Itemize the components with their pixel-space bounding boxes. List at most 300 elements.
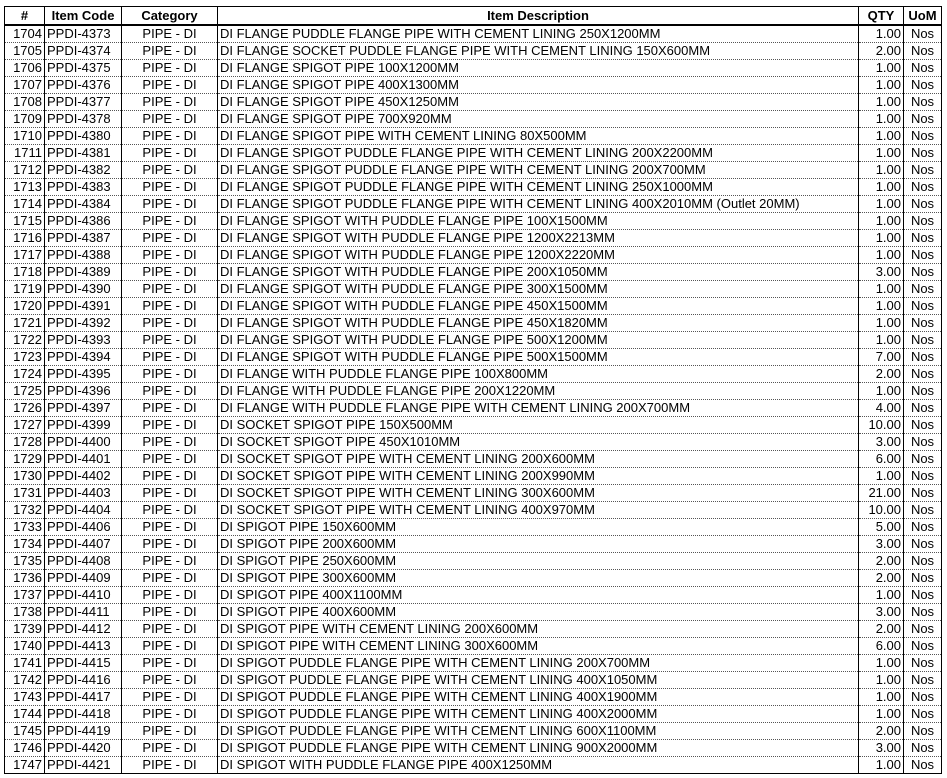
cell-qty: 5.00 — [859, 519, 904, 536]
cell-item-code: PPDI-4393 — [45, 332, 122, 349]
cell-uom: Nos — [904, 196, 942, 213]
cell-row-number: 1727 — [5, 417, 45, 434]
cell-category: PIPE - DI — [122, 536, 218, 553]
cell-qty: 2.00 — [859, 621, 904, 638]
cell-item-description: DI FLANGE SPIGOT WITH PUDDLE FLANGE PIPE 500X1500MM — [218, 349, 859, 366]
cell-item-code: PPDI-4381 — [45, 145, 122, 162]
cell-row-number: 1739 — [5, 621, 45, 638]
cell-qty: 21.00 — [859, 485, 904, 502]
table-row — [5, 77, 942, 94]
cell-uom: Nos — [904, 94, 942, 111]
cell-item-description: DI FLANGE SPIGOT WITH PUDDLE FLANGE PIPE 500X1200MM — [218, 332, 859, 349]
cell-item-code: PPDI-4402 — [45, 468, 122, 485]
cell-category: PIPE - DI — [122, 672, 218, 689]
cell-item-description: DI SPIGOT PIPE 400X600MM — [218, 604, 859, 621]
cell-item-code: PPDI-4394 — [45, 349, 122, 366]
cell-uom: Nos — [904, 689, 942, 706]
cell-qty: 2.00 — [859, 723, 904, 740]
cell-item-code: PPDI-4389 — [45, 264, 122, 281]
cell-item-code: PPDI-4383 — [45, 179, 122, 196]
cell-category: PIPE - DI — [122, 757, 218, 774]
cell-qty: 1.00 — [859, 196, 904, 213]
cell-item-code: PPDI-4416 — [45, 672, 122, 689]
table-row — [5, 383, 942, 400]
cell-item-description: DI FLANGE SPIGOT PIPE 100X1200MM — [218, 60, 859, 77]
cell-item-description: DI FLANGE SPIGOT PIPE 450X1250MM — [218, 94, 859, 111]
cell-item-code: PPDI-4404 — [45, 502, 122, 519]
cell-row-number: 1741 — [5, 655, 45, 672]
cell-row-number: 1711 — [5, 145, 45, 162]
cell-row-number: 1710 — [5, 128, 45, 145]
table-row — [5, 400, 942, 417]
cell-category: PIPE - DI — [122, 162, 218, 179]
cell-category: PIPE - DI — [122, 145, 218, 162]
cell-uom: Nos — [904, 740, 942, 757]
cell-qty: 1.00 — [859, 332, 904, 349]
table-row — [5, 145, 942, 162]
cell-row-number: 1732 — [5, 502, 45, 519]
cell-item-code: PPDI-4382 — [45, 162, 122, 179]
cell-category: PIPE - DI — [122, 451, 218, 468]
table-row — [5, 25, 942, 43]
cell-category: PIPE - DI — [122, 25, 218, 43]
cell-qty: 1.00 — [859, 60, 904, 77]
cell-category: PIPE - DI — [122, 264, 218, 281]
cell-uom: Nos — [904, 672, 942, 689]
cell-uom: Nos — [904, 757, 942, 774]
cell-qty: 1.00 — [859, 111, 904, 128]
cell-uom: Nos — [904, 264, 942, 281]
cell-uom: Nos — [904, 587, 942, 604]
cell-item-description: DI FLANGE SPIGOT PIPE 700X920MM — [218, 111, 859, 128]
cell-item-code: PPDI-4374 — [45, 43, 122, 60]
cell-row-number: 1707 — [5, 77, 45, 94]
cell-uom: Nos — [904, 417, 942, 434]
cell-category: PIPE - DI — [122, 655, 218, 672]
cell-qty: 3.00 — [859, 536, 904, 553]
cell-uom: Nos — [904, 298, 942, 315]
table-row — [5, 179, 942, 196]
cell-uom: Nos — [904, 502, 942, 519]
cell-qty: 3.00 — [859, 740, 904, 757]
cell-item-code: PPDI-4403 — [45, 485, 122, 502]
cell-qty: 1.00 — [859, 247, 904, 264]
table-row — [5, 655, 942, 672]
cell-item-description: DI SPIGOT PIPE 200X600MM — [218, 536, 859, 553]
header-num: # — [5, 7, 45, 26]
cell-qty: 6.00 — [859, 451, 904, 468]
cell-row-number: 1723 — [5, 349, 45, 366]
cell-row-number: 1726 — [5, 400, 45, 417]
header-item-description: Item Description — [218, 7, 859, 26]
cell-category: PIPE - DI — [122, 213, 218, 230]
table-row — [5, 502, 942, 519]
cell-item-code: PPDI-4396 — [45, 383, 122, 400]
cell-item-description: DI SPIGOT PIPE WITH CEMENT LINING 200X600MM — [218, 621, 859, 638]
cell-item-code: PPDI-4377 — [45, 94, 122, 111]
cell-uom: Nos — [904, 383, 942, 400]
cell-item-description: DI FLANGE SOCKET PUDDLE FLANGE PIPE WITH CEMENT LINING 150X600MM — [218, 43, 859, 60]
cell-category: PIPE - DI — [122, 604, 218, 621]
cell-category: PIPE - DI — [122, 281, 218, 298]
table-row — [5, 332, 942, 349]
cell-item-code: PPDI-4407 — [45, 536, 122, 553]
cell-qty: 1.00 — [859, 213, 904, 230]
cell-qty: 1.00 — [859, 94, 904, 111]
cell-uom: Nos — [904, 519, 942, 536]
cell-uom: Nos — [904, 655, 942, 672]
cell-category: PIPE - DI — [122, 417, 218, 434]
cell-row-number: 1746 — [5, 740, 45, 757]
cell-item-description: DI FLANGE SPIGOT PUDDLE FLANGE PIPE WITH CEMENT LINING 200X700MM — [218, 162, 859, 179]
cell-item-code: PPDI-4420 — [45, 740, 122, 757]
cell-qty: 1.00 — [859, 587, 904, 604]
cell-qty: 1.00 — [859, 689, 904, 706]
cell-item-code: PPDI-4384 — [45, 196, 122, 213]
table-row — [5, 94, 942, 111]
cell-row-number: 1738 — [5, 604, 45, 621]
table-row — [5, 604, 942, 621]
cell-uom: Nos — [904, 60, 942, 77]
cell-item-code: PPDI-4412 — [45, 621, 122, 638]
cell-row-number: 1721 — [5, 315, 45, 332]
cell-row-number: 1718 — [5, 264, 45, 281]
cell-category: PIPE - DI — [122, 468, 218, 485]
cell-row-number: 1724 — [5, 366, 45, 383]
table-row — [5, 349, 942, 366]
table-row — [5, 638, 942, 655]
cell-item-description: DI SPIGOT PIPE 250X600MM — [218, 553, 859, 570]
cell-uom: Nos — [904, 179, 942, 196]
table-row — [5, 451, 942, 468]
cell-row-number: 1729 — [5, 451, 45, 468]
cell-item-code: PPDI-4400 — [45, 434, 122, 451]
cell-item-description: DI FLANGE SPIGOT WITH PUDDLE FLANGE PIPE 100X1500MM — [218, 213, 859, 230]
cell-qty: 1.00 — [859, 162, 904, 179]
cell-qty: 1.00 — [859, 706, 904, 723]
cell-item-code: PPDI-4415 — [45, 655, 122, 672]
cell-row-number: 1743 — [5, 689, 45, 706]
cell-item-code: PPDI-4387 — [45, 230, 122, 247]
table-row — [5, 468, 942, 485]
cell-category: PIPE - DI — [122, 298, 218, 315]
cell-row-number: 1725 — [5, 383, 45, 400]
cell-qty: 1.00 — [859, 757, 904, 774]
cell-item-description: DI SPIGOT PUDDLE FLANGE PIPE WITH CEMENT LINING 600X1100MM — [218, 723, 859, 740]
header-category: Category — [122, 7, 218, 26]
cell-qty: 1.00 — [859, 145, 904, 162]
cell-row-number: 1747 — [5, 757, 45, 774]
cell-uom: Nos — [904, 43, 942, 60]
header-uom: UoM — [904, 7, 942, 26]
cell-item-code: PPDI-4401 — [45, 451, 122, 468]
cell-category: PIPE - DI — [122, 315, 218, 332]
cell-item-description: DI FLANGE SPIGOT WITH PUDDLE FLANGE PIPE 1200X2213MM — [218, 230, 859, 247]
cell-qty: 1.00 — [859, 281, 904, 298]
cell-item-code: PPDI-4413 — [45, 638, 122, 655]
cell-uom: Nos — [904, 570, 942, 587]
cell-item-code: PPDI-4408 — [45, 553, 122, 570]
cell-qty: 1.00 — [859, 179, 904, 196]
cell-row-number: 1717 — [5, 247, 45, 264]
cell-row-number: 1714 — [5, 196, 45, 213]
cell-row-number: 1733 — [5, 519, 45, 536]
cell-item-description: DI SOCKET SPIGOT PIPE 150X500MM — [218, 417, 859, 434]
cell-uom: Nos — [904, 366, 942, 383]
cell-category: PIPE - DI — [122, 230, 218, 247]
cell-category: PIPE - DI — [122, 366, 218, 383]
cell-qty: 2.00 — [859, 570, 904, 587]
table-row — [5, 60, 942, 77]
cell-item-description: DI SPIGOT PUDDLE FLANGE PIPE WITH CEMENT LINING 400X1050MM — [218, 672, 859, 689]
cell-uom: Nos — [904, 723, 942, 740]
table-row — [5, 264, 942, 281]
cell-qty: 1.00 — [859, 128, 904, 145]
table-row — [5, 689, 942, 706]
cell-category: PIPE - DI — [122, 706, 218, 723]
cell-qty: 10.00 — [859, 502, 904, 519]
cell-uom: Nos — [904, 638, 942, 655]
table-row — [5, 434, 942, 451]
cell-item-description: DI FLANGE SPIGOT PUDDLE FLANGE PIPE WITH CEMENT LINING 200X2200MM — [218, 145, 859, 162]
cell-item-description: DI FLANGE WITH PUDDLE FLANGE PIPE 100X800MM — [218, 366, 859, 383]
cell-item-code: PPDI-4419 — [45, 723, 122, 740]
cell-uom: Nos — [904, 706, 942, 723]
cell-row-number: 1736 — [5, 570, 45, 587]
cell-item-code: PPDI-4421 — [45, 757, 122, 774]
cell-category: PIPE - DI — [122, 94, 218, 111]
cell-item-code: PPDI-4391 — [45, 298, 122, 315]
cell-item-description: DI FLANGE SPIGOT WITH PUDDLE FLANGE PIPE 300X1500MM — [218, 281, 859, 298]
cell-item-description: DI FLANGE SPIGOT PIPE WITH CEMENT LINING 80X500MM — [218, 128, 859, 145]
cell-row-number: 1722 — [5, 332, 45, 349]
cell-row-number: 1719 — [5, 281, 45, 298]
cell-uom: Nos — [904, 332, 942, 349]
cell-category: PIPE - DI — [122, 332, 218, 349]
cell-uom: Nos — [904, 128, 942, 145]
cell-uom: Nos — [904, 25, 942, 43]
cell-row-number: 1731 — [5, 485, 45, 502]
header-qty: QTY — [859, 7, 904, 26]
cell-row-number: 1737 — [5, 587, 45, 604]
cell-category: PIPE - DI — [122, 502, 218, 519]
cell-item-code: PPDI-4388 — [45, 247, 122, 264]
cell-category: PIPE - DI — [122, 740, 218, 757]
cell-uom: Nos — [904, 451, 942, 468]
cell-item-description: DI FLANGE SPIGOT WITH PUDDLE FLANGE PIPE 1200X2220MM — [218, 247, 859, 264]
cell-uom: Nos — [904, 349, 942, 366]
table-row — [5, 366, 942, 383]
cell-category: PIPE - DI — [122, 485, 218, 502]
cell-item-description: DI SPIGOT PIPE 150X600MM — [218, 519, 859, 536]
table-row — [5, 417, 942, 434]
cell-qty: 2.00 — [859, 553, 904, 570]
cell-qty: 2.00 — [859, 43, 904, 60]
table-body — [5, 25, 942, 774]
cell-category: PIPE - DI — [122, 43, 218, 60]
cell-category: PIPE - DI — [122, 349, 218, 366]
table-row — [5, 672, 942, 689]
cell-qty: 1.00 — [859, 315, 904, 332]
cell-item-description: DI SPIGOT PIPE 300X600MM — [218, 570, 859, 587]
cell-item-code: PPDI-4386 — [45, 213, 122, 230]
cell-qty: 3.00 — [859, 264, 904, 281]
cell-qty: 3.00 — [859, 604, 904, 621]
cell-item-description: DI SPIGOT PIPE 400X1100MM — [218, 587, 859, 604]
cell-item-description: DI SPIGOT PUDDLE FLANGE PIPE WITH CEMENT LINING 400X1900MM — [218, 689, 859, 706]
cell-item-code: PPDI-4417 — [45, 689, 122, 706]
cell-item-code: PPDI-4399 — [45, 417, 122, 434]
cell-row-number: 1716 — [5, 230, 45, 247]
cell-uom: Nos — [904, 162, 942, 179]
cell-uom: Nos — [904, 536, 942, 553]
cell-item-description: DI SPIGOT PUDDLE FLANGE PIPE WITH CEMENT LINING 900X2000MM — [218, 740, 859, 757]
cell-row-number: 1704 — [5, 25, 45, 43]
cell-item-code: PPDI-4397 — [45, 400, 122, 417]
cell-row-number: 1712 — [5, 162, 45, 179]
cell-item-code: PPDI-4378 — [45, 111, 122, 128]
cell-category: PIPE - DI — [122, 519, 218, 536]
cell-item-description: DI SOCKET SPIGOT PIPE 450X1010MM — [218, 434, 859, 451]
cell-uom: Nos — [904, 604, 942, 621]
cell-row-number: 1713 — [5, 179, 45, 196]
cell-uom: Nos — [904, 247, 942, 264]
cell-item-description: DI FLANGE WITH PUDDLE FLANGE PIPE 200X1220MM — [218, 383, 859, 400]
cell-uom: Nos — [904, 400, 942, 417]
cell-qty: 1.00 — [859, 25, 904, 43]
table-row — [5, 43, 942, 60]
cell-uom: Nos — [904, 111, 942, 128]
cell-category: PIPE - DI — [122, 553, 218, 570]
cell-item-code: PPDI-4410 — [45, 587, 122, 604]
cell-item-description: DI FLANGE WITH PUDDLE FLANGE PIPE WITH CEMENT LINING 200X700MM — [218, 400, 859, 417]
cell-uom: Nos — [904, 621, 942, 638]
table-row — [5, 281, 942, 298]
cell-item-description: DI FLANGE SPIGOT PUDDLE FLANGE PIPE WITH CEMENT LINING 400X2010MM (Outlet 20MM) — [218, 196, 859, 213]
table-row — [5, 213, 942, 230]
cell-row-number: 1706 — [5, 60, 45, 77]
cell-qty: 1.00 — [859, 77, 904, 94]
cell-qty: 7.00 — [859, 349, 904, 366]
cell-row-number: 1705 — [5, 43, 45, 60]
header-item-code: Item Code — [45, 7, 122, 26]
table-row — [5, 587, 942, 604]
cell-uom: Nos — [904, 434, 942, 451]
cell-qty: 4.00 — [859, 400, 904, 417]
cell-row-number: 1708 — [5, 94, 45, 111]
cell-category: PIPE - DI — [122, 383, 218, 400]
cell-uom: Nos — [904, 485, 942, 502]
cell-category: PIPE - DI — [122, 638, 218, 655]
table-row — [5, 128, 942, 145]
cell-uom: Nos — [904, 315, 942, 332]
cell-item-description: DI SOCKET SPIGOT PIPE WITH CEMENT LINING 200X600MM — [218, 451, 859, 468]
cell-item-description: DI FLANGE SPIGOT WITH PUDDLE FLANGE PIPE 450X1500MM — [218, 298, 859, 315]
cell-qty: 10.00 — [859, 417, 904, 434]
cell-category: PIPE - DI — [122, 179, 218, 196]
cell-uom: Nos — [904, 468, 942, 485]
cell-item-description: DI SPIGOT PIPE WITH CEMENT LINING 300X600MM — [218, 638, 859, 655]
cell-row-number: 1735 — [5, 553, 45, 570]
table-row — [5, 757, 942, 774]
cell-category: PIPE - DI — [122, 400, 218, 417]
cell-row-number: 1728 — [5, 434, 45, 451]
cell-category: PIPE - DI — [122, 60, 218, 77]
cell-qty: 1.00 — [859, 298, 904, 315]
cell-item-description: DI FLANGE SPIGOT WITH PUDDLE FLANGE PIPE 200X1050MM — [218, 264, 859, 281]
table-row — [5, 247, 942, 264]
cell-row-number: 1740 — [5, 638, 45, 655]
table-row — [5, 553, 942, 570]
cell-qty: 1.00 — [859, 468, 904, 485]
cell-item-code: PPDI-4373 — [45, 25, 122, 43]
table-row — [5, 298, 942, 315]
table-row — [5, 196, 942, 213]
cell-item-code: PPDI-4375 — [45, 60, 122, 77]
cell-item-description: DI SOCKET SPIGOT PIPE WITH CEMENT LINING 300X600MM — [218, 485, 859, 502]
cell-row-number: 1745 — [5, 723, 45, 740]
cell-item-code: PPDI-4411 — [45, 604, 122, 621]
table-row — [5, 706, 942, 723]
table-row — [5, 111, 942, 128]
cell-row-number: 1715 — [5, 213, 45, 230]
cell-category: PIPE - DI — [122, 111, 218, 128]
cell-uom: Nos — [904, 213, 942, 230]
cell-item-description: DI SPIGOT PUDDLE FLANGE PIPE WITH CEMENT LINING 400X2000MM — [218, 706, 859, 723]
table-row — [5, 740, 942, 757]
cell-item-code: PPDI-4376 — [45, 77, 122, 94]
cell-category: PIPE - DI — [122, 570, 218, 587]
cell-qty: 1.00 — [859, 655, 904, 672]
cell-category: PIPE - DI — [122, 128, 218, 145]
cell-item-code: PPDI-4395 — [45, 366, 122, 383]
cell-item-description: DI FLANGE SPIGOT PUDDLE FLANGE PIPE WITH CEMENT LINING 250X1000MM — [218, 179, 859, 196]
table-row — [5, 519, 942, 536]
cell-row-number: 1720 — [5, 298, 45, 315]
cell-item-code: PPDI-4390 — [45, 281, 122, 298]
cell-qty: 3.00 — [859, 434, 904, 451]
cell-uom: Nos — [904, 77, 942, 94]
table-row — [5, 485, 942, 502]
cell-uom: Nos — [904, 145, 942, 162]
cell-item-description: DI FLANGE SPIGOT WITH PUDDLE FLANGE PIPE 450X1820MM — [218, 315, 859, 332]
cell-item-description: DI SOCKET SPIGOT PIPE WITH CEMENT LINING 400X970MM — [218, 502, 859, 519]
cell-item-description: DI SPIGOT WITH PUDDLE FLANGE PIPE 400X1250MM — [218, 757, 859, 774]
cell-item-description: DI SOCKET SPIGOT PIPE WITH CEMENT LINING 200X990MM — [218, 468, 859, 485]
cell-uom: Nos — [904, 553, 942, 570]
table-row — [5, 621, 942, 638]
header-row — [5, 7, 942, 26]
cell-category: PIPE - DI — [122, 723, 218, 740]
cell-qty: 1.00 — [859, 672, 904, 689]
cell-uom: Nos — [904, 230, 942, 247]
cell-item-code: PPDI-4418 — [45, 706, 122, 723]
table-row — [5, 162, 942, 179]
cell-category: PIPE - DI — [122, 621, 218, 638]
cell-category: PIPE - DI — [122, 77, 218, 94]
cell-uom: Nos — [904, 281, 942, 298]
cell-row-number: 1742 — [5, 672, 45, 689]
cell-item-code: PPDI-4392 — [45, 315, 122, 332]
cell-category: PIPE - DI — [122, 434, 218, 451]
cell-qty: 1.00 — [859, 383, 904, 400]
cell-qty: 1.00 — [859, 230, 904, 247]
cell-row-number: 1730 — [5, 468, 45, 485]
cell-item-description: DI FLANGE SPIGOT PIPE 400X1300MM — [218, 77, 859, 94]
cell-category: PIPE - DI — [122, 587, 218, 604]
item-table — [4, 6, 942, 774]
cell-row-number: 1734 — [5, 536, 45, 553]
